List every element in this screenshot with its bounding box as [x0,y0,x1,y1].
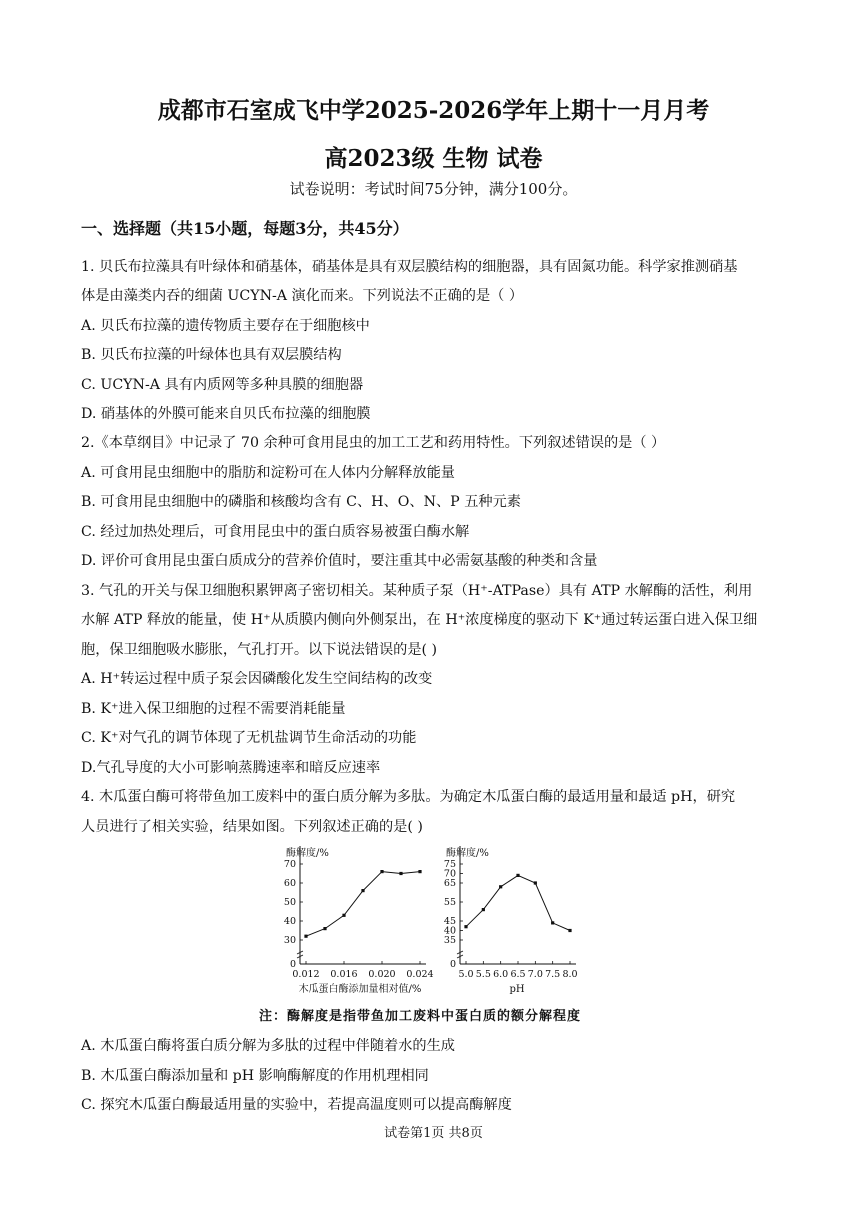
q2-option-a: A. 可食用昆虫细胞中的脂肪和淀粉可在人体内分解释放能量 [81,465,455,481]
page-footer: 试卷第1页 共8页 [384,1126,483,1141]
q1-option-c: C. UCYN-A 具有内质网等多种具膜的细胞器 [81,377,364,393]
chart2-x-tick-label: 5.0 [458,969,474,980]
q3-option-d: D.气孔导度的大小可影响蒸腾速率和暗反应速率 [81,760,381,776]
chart1-y-label: 酶解度/% [286,848,329,859]
figure-note: 注：酶解度是指带鱼加工废料中蛋白质的额分解程度 [259,1009,582,1024]
chart1-series-line [306,872,420,937]
q3-option-b: B. K⁺进入保卫细胞的过程不需要消耗能量 [81,701,346,717]
chart1-data-point [418,870,421,873]
q4-option-a: A. 木瓜蛋白酶将蛋白质分解为多肽的过程中伴随着水的生成 [81,1038,455,1054]
q1-option-b: B. 贝氏布拉藻的叶绿体也具有双层膜结构 [81,347,342,363]
exam-subtitle: 高2023级 生物 试卷 [324,145,543,172]
q3-stem-line3: 胞，保卫细胞吸水膨胀，气孔打开。以下说法错误的是( ) [81,642,438,658]
chart2-y-label: 酶解度/% [446,848,489,859]
q2-option-b: B. 可食用昆虫细胞中的磷脂和核酸均含有 C、H、O、N、P 五种元素 [81,494,521,510]
q3-stem-line1: 3. 气孔的开关与保卫细胞积累钾离子密切相关。某种质子泵（H⁺-ATPase）具有 ATP 水解酶的活性，利用 [81,583,753,599]
chart2-y-tick-label: 55 [443,897,456,908]
chart2-data-point [499,885,502,888]
chart2-x-tick-label: 6.0 [493,969,509,980]
chart2-data-point [551,921,554,924]
chart2-y-tick-label: 45 [443,916,456,927]
chart2-y-tick-label: 70 [443,868,456,880]
q2-stem-line1: 2.《本草纲目》中记录了 70 余种可食用昆虫的加工工艺和药用特性。下列叙述错误的是（ ） [81,435,666,451]
chart2-series-line [466,875,570,930]
chart2-data-point [482,908,485,911]
chart2-data-point [568,929,571,932]
chart1-data-point [380,870,383,873]
chart2-x-tick-label: 7.0 [527,969,543,980]
chart1-x-tick-label: 0.012 [292,969,320,980]
chart2-x-tick-label: 5.5 [475,969,491,980]
q3-stem-line2: 水解 ATP 释放的能量，使 H⁺从质膜内侧向外侧泵出，在 H⁺浓度梯度的驱动下 K⁺通过转运蛋白进入保卫细 [81,612,758,628]
chart2-x-tick-label: 6.5 [510,969,526,980]
chart1-data-point [304,935,307,938]
q3-option-a: A. H⁺转运过程中质子泵会因磷酸化发生空间结构的改变 [81,671,433,687]
chart1-data-point [361,889,364,892]
chart2-data-point [534,881,537,884]
exam-title: 成都市石室成飞中学2025-2026学年上期十一月月考 [157,97,710,124]
q4-option-c: C. 探究木瓜蛋白酶最适用量的实验中，若提高温度则可以提高酶解度 [81,1097,512,1113]
chart1-data-point [399,872,402,875]
chart1-y-tick-label: 70 [283,859,296,870]
chart2-x-tick-label: 8.0 [562,969,578,980]
chart2-y-tick-label: 35 [443,935,456,946]
section-heading: 一、选择题（共15小题，每题3分，共45分） [81,219,409,238]
chart2-data-point [516,874,519,877]
chart2-x-tick-label: 7.5 [545,969,561,980]
exam-instructions: 试卷说明：考试时间75分钟，满分100分。 [289,180,578,198]
chart1-data-point [342,914,345,917]
q1-option-d: D. 硝基体的外膜可能来自贝氏布拉藻的细胞膜 [81,406,371,422]
chart2-y-tick-label: 75 [443,859,456,870]
chart2-y-tick-label: 0 [449,959,456,970]
chart1-x-tick-label: 0.024 [406,969,434,980]
q1-stem-line2: 体是由藻类内吞的细菌 UCYN-A 演化而来。下列说法不正确的是（ ） [81,288,524,304]
chart1-y-tick-label: 40 [283,916,296,927]
chart1-y-tick-label: 0 [289,959,296,970]
q2-option-d: D. 评价可食用昆虫蛋白质成分的营养价值时，要注重其中必需氨基酸的种类和含量 [81,553,598,569]
q4-stem-line2: 人员进行了相关实验，结果如图。下列叙述正确的是( ) [81,819,423,835]
chart1-data-point [323,927,326,930]
chart2-x-label: pH [509,984,525,995]
q3-option-c: C. K⁺对气孔的调节体现了无机盐调节生命活动的功能 [81,730,417,746]
chart1-y-tick-label: 30 [283,935,296,946]
q4-stem-line1: 4. 木瓜蛋白酶可将带鱼加工废料中的蛋白质分解为多肽。为确定木瓜蛋白酶的最适用量和最适 pH，研究 [81,789,736,805]
chart1-y-tick-label: 50 [283,897,296,908]
chart1-y-tick-label: 60 [283,878,296,889]
chart1-x-tick-label: 0.016 [330,969,358,980]
chart2-y-tick-label: 40 [443,925,456,937]
chart2-y-tick-label: 65 [443,878,456,889]
q1-option-a: A. 贝氏布拉藻的遗传物质主要存在于细胞核中 [81,318,370,334]
q4-figure [270,842,600,1000]
chart1-x-label: 木瓜蛋白酶添加量相对值/% [298,984,422,995]
q1-stem-line1: 1. 贝氏布拉藻具有叶绿体和硝基体，硝基体是具有双层膜结构的细胞器，具有固氮功能。科学家推测硝基 [81,259,738,275]
q2-option-c: C. 经过加热处理后，可食用昆虫中的蛋白质容易被蛋白酶水解 [81,524,470,540]
chart2-data-point [464,925,467,928]
q4-option-b: B. 木瓜蛋白酶添加量和 pH 影响酶解度的作用机理相同 [81,1068,429,1084]
chart1-x-tick-label: 0.020 [368,969,396,980]
